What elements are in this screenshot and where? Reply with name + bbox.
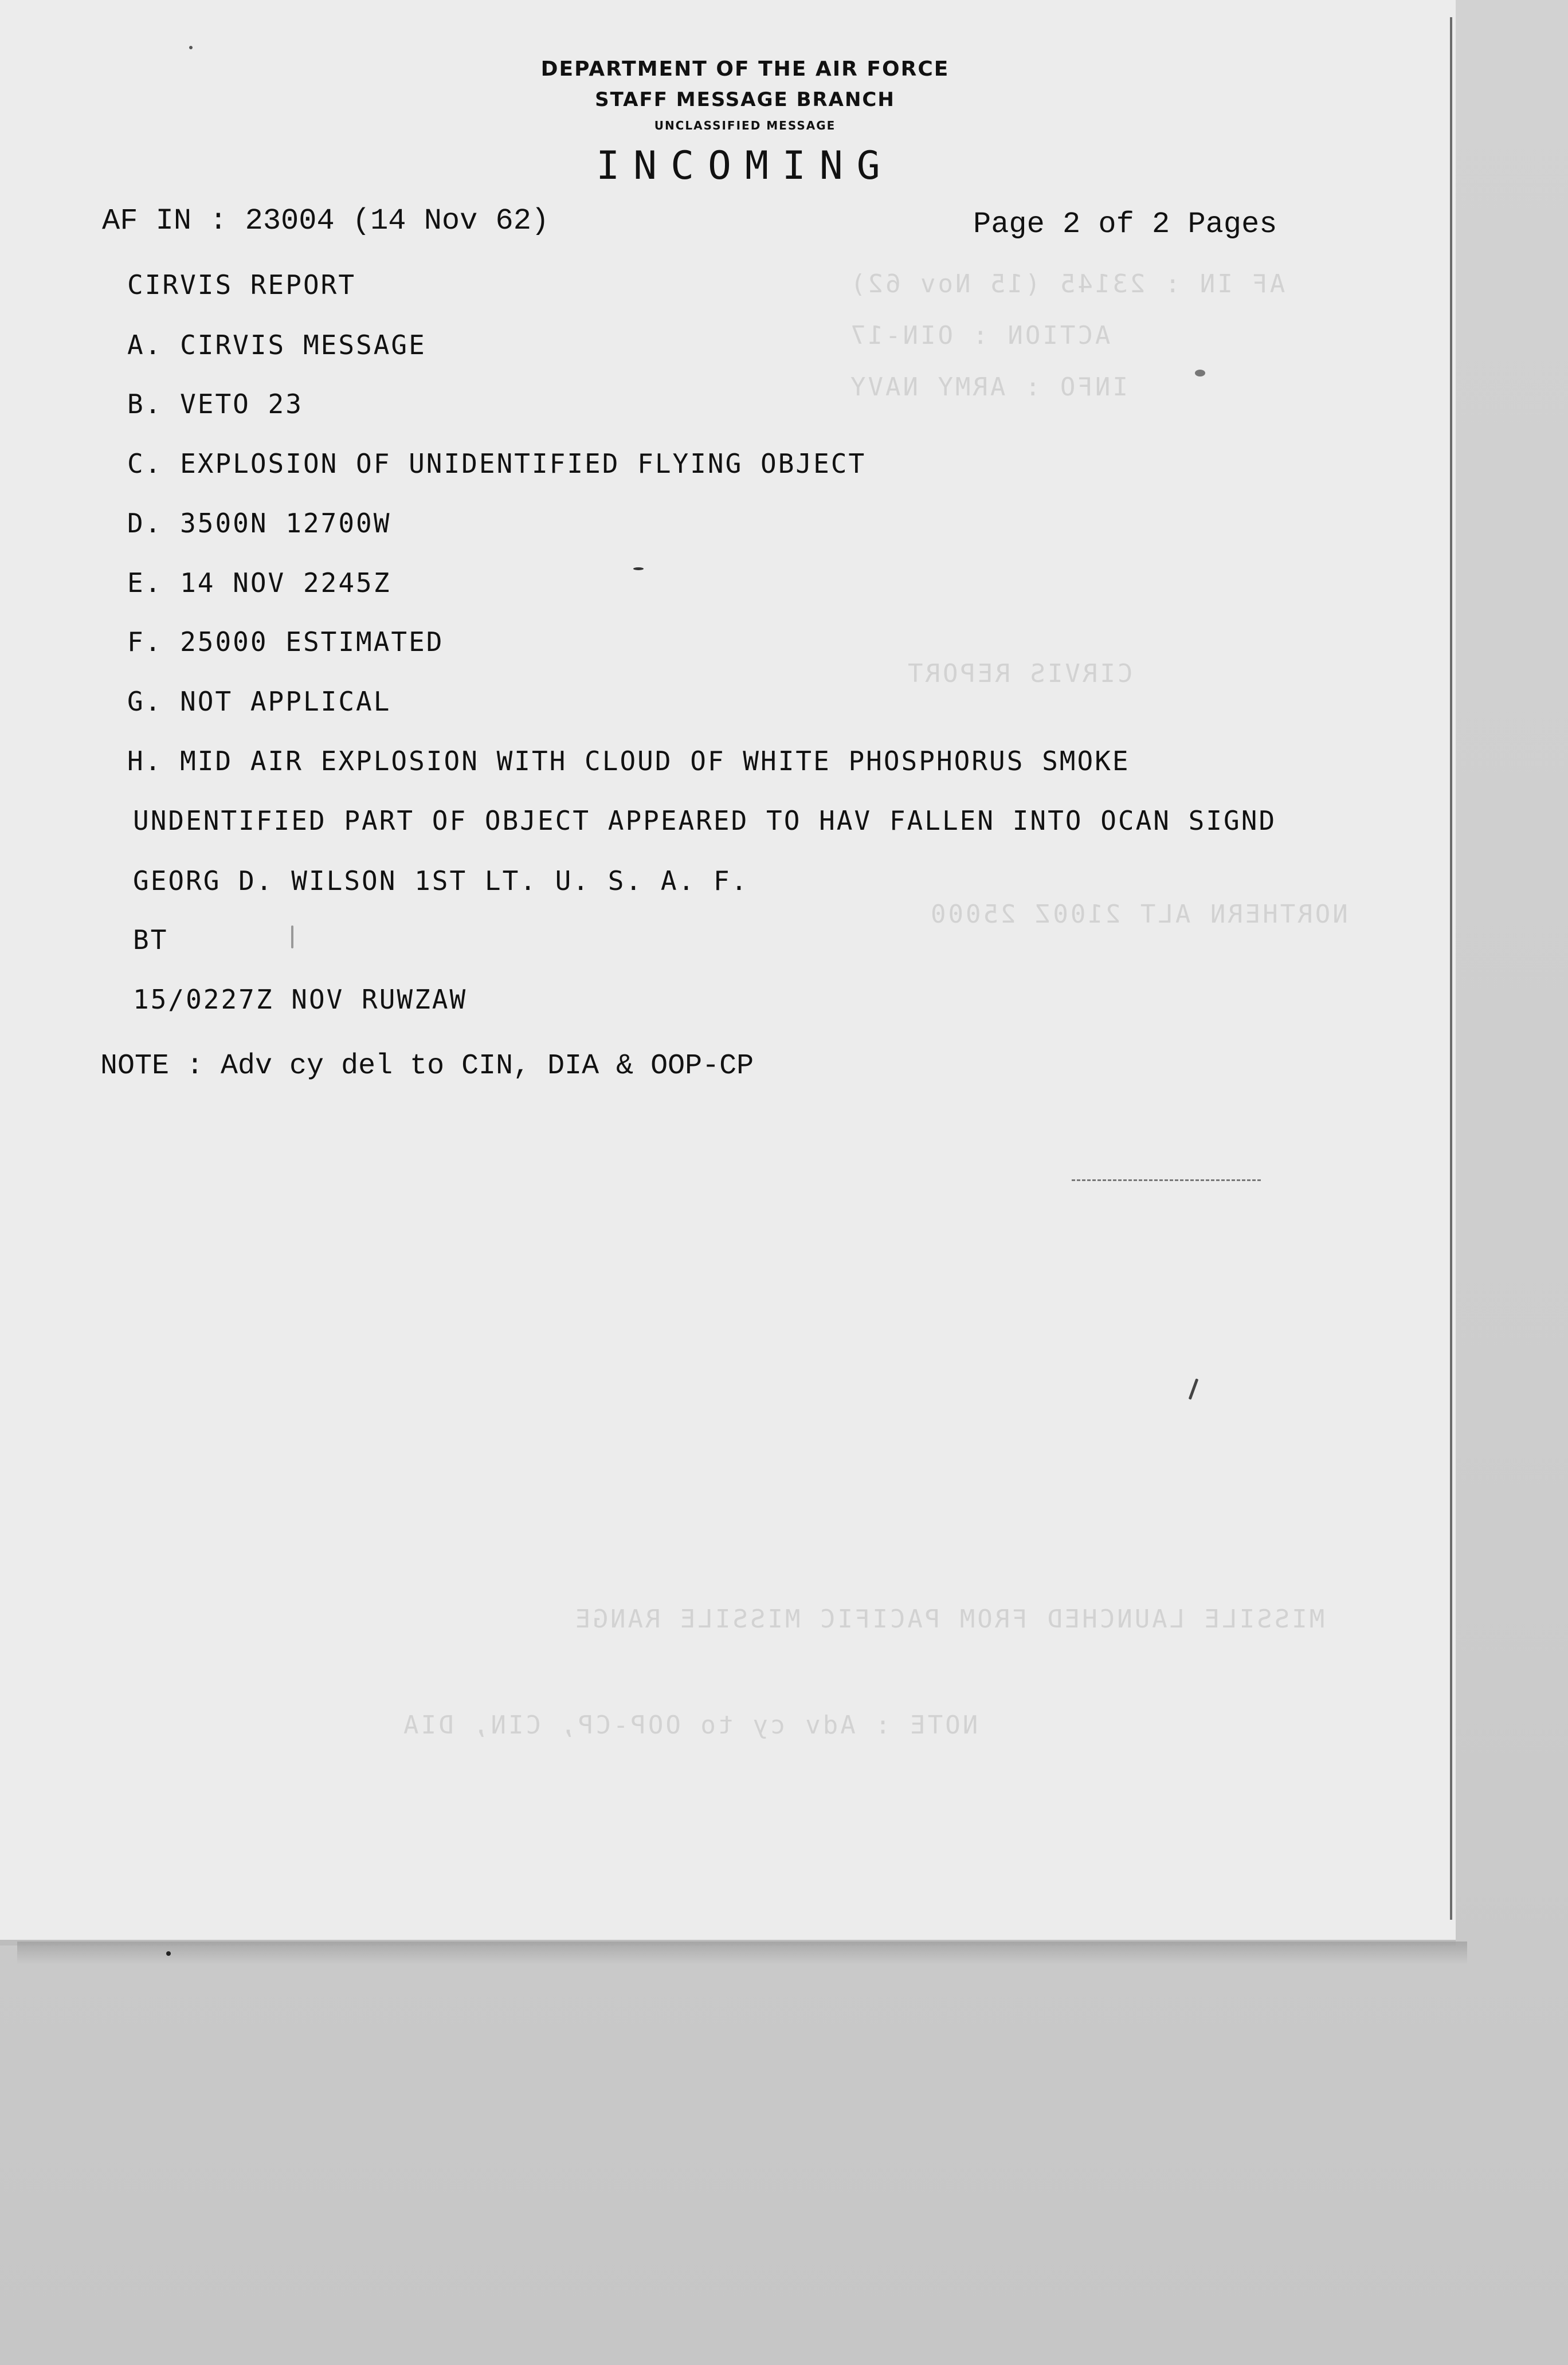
message-line: D. 3500N 12700W [127, 508, 391, 539]
message-line: B. VETO 23 [127, 389, 303, 419]
reverse-bleed-through: CIRVIS REPORT [905, 659, 1133, 688]
message-line: UNDENTIFIED PART OF OBJECT APPEARED TO HAV FALLEN INTO OCAN SIGND [133, 805, 1277, 836]
message-line: BT [133, 924, 168, 955]
dust-speck [166, 1951, 171, 1956]
message-line: A. CIRVIS MESSAGE [127, 330, 426, 360]
message-line: GEORG D. WILSON 1ST LT. U. S. A. F. [133, 865, 749, 896]
reverse-bleed-through: MISSILE LAUNCHED FROM PACIFIC MISSILE RANGE [573, 1605, 1325, 1634]
reverse-bleed-through: NORTHERN ALT 2100Z 25000 [928, 900, 1348, 929]
faint-dash-line [1072, 1179, 1261, 1181]
incoming-title: INCOMING [596, 143, 894, 189]
distribution-note: NOTE : Adv cy del to CIN, DIA & OOP-CP [100, 1050, 754, 1083]
dust-speck [189, 46, 193, 49]
classification-heading: UNCLASSIFIED MESSAGE [654, 119, 836, 132]
message-line: F. 25000 ESTIMATED [127, 626, 444, 657]
message-line: G. NOT APPLICAL [127, 686, 391, 717]
reverse-bleed-through: AF IN : 23145 (15 Nov 62) [848, 269, 1285, 299]
page-indicator: Page 2 of 2 Pages [973, 207, 1277, 241]
dust-speck [1195, 370, 1205, 376]
message-line: E. 14 NOV 2245Z [127, 567, 391, 598]
message-line: CIRVIS REPORT [127, 269, 356, 300]
reverse-bleed-through: ACTION : OIN-17 [848, 321, 1111, 350]
message-line: H. MID AIR EXPLOSION WITH CLOUD OF WHITE PHOSPHORUS SMOKE [127, 746, 1130, 776]
dust-speck [633, 567, 644, 570]
dust-speck [291, 925, 293, 948]
reverse-bleed-through: INFO : ARMY NAVY [848, 372, 1128, 402]
paper-bottom-shadow [17, 1942, 1467, 1964]
reverse-bleed-through: NOTE : Adv cy to OOP-CP, CIN, DIA [401, 1711, 978, 1740]
department-heading: DEPARTMENT OF THE AIR FORCE [540, 57, 950, 81]
message-line: C. EXPLOSION OF UNIDENTIFIED FLYING OBJECT [127, 448, 867, 479]
message-line: 15/0227Z NOV RUWZAW [133, 984, 468, 1015]
branch-heading: STAFF MESSAGE BRANCH [595, 88, 895, 111]
af-in-number: AF IN : 23004 (14 Nov 62) [102, 204, 550, 238]
paper-right-edge [1450, 17, 1452, 1920]
